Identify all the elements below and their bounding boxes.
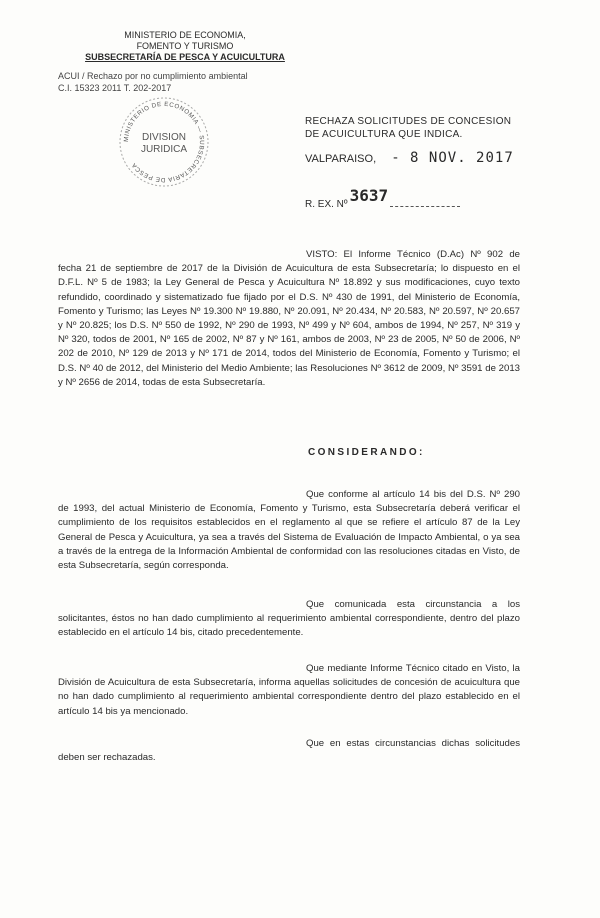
stamp-line-1: DIVISION (142, 132, 186, 143)
letterhead (80, 30, 290, 63)
ministry-line-1: MINISTERIO DE ECONOMIA, (124, 30, 246, 40)
considerando-paragraph-4: Que en estas circunstancias dichas solicitudes deben ser rechazadas. (58, 738, 520, 764)
resolution-number: 3637 (349, 186, 389, 205)
division-juridica-stamp (118, 96, 210, 188)
reference-line-1: ACUI / Rechazo por no cumplimiento ambiental (58, 71, 248, 81)
considerando-paragraph-3: Que mediante Informe Técnico citado en Visto, la División de Acuicultura de esta Subsecretaría, informa aquellas solicitudes de concesión de acuicultura que no han dado cumplimiento al requerimiento ambiental correspondiente dentro del plazo establecido en el artículo 14 bis ya mencionado. (58, 663, 520, 717)
stamp-ring-text: MINISTERIO DE ECONOMIA — SUBSECRETARIA DE PESCA (122, 100, 206, 184)
considerando-heading: CONSIDERANDO: (308, 447, 425, 458)
considerando-paragraph-2: Que comunicada esta circunstancia a los solicitantes, éstos no han dado cumplimiento al requerimiento ambiental correspondiente, dentro del plazo establecido en el artículo 14 bis, citado precedentemente. (58, 599, 520, 639)
reference-line-2: C.I. 15323 2011 T. 202-2017 (58, 83, 172, 93)
reference-block (58, 70, 248, 94)
place: VALPARAISO, (305, 153, 377, 165)
ministry-line-2: FOMENTO Y TURISMO (136, 41, 234, 51)
resolution-underline (390, 206, 460, 207)
date-stamp: - 8 NOV. 2017 (391, 150, 514, 166)
subject-title: RECHAZA SOLICITUDES DE CONCESION DE ACUICULTURA QUE INDICA. (305, 116, 512, 140)
stamp-line-2: JURIDICA (140, 144, 188, 155)
place-date-line (305, 150, 514, 166)
considerando-paragraph-1: Que conforme al artículo 14 bis del D.S. Nº 290 de 1993, del actual Ministerio de Economía, Fomento y Turismo, esta Subsecretaría deberá verificar el cumplimiento de los requisitos establecidos en el reglamento al que se refiere el artículo 87 de la Ley General de Pesca y Acuicultura, ya sea a través del Sistema de Evaluación de Impacto Ambiental, o ya sea a través de la entrega de la Información Ambiental de conformidad con las resoluciones citadas en Visto, de esta Subsecretaría, según corresponda. (58, 489, 520, 572)
subsecretaria-line: SUBSECRETARÍA DE PESCA Y ACUICULTURA (85, 52, 285, 62)
resolution-label: R. EX. Nº (305, 199, 348, 210)
resolution-number-line (305, 186, 460, 211)
visto-paragraph: VISTO: El Informe Técnico (D.Ac) Nº 902 de fecha 21 de septiembre de 2017 de la División de Acuicultura de esta Subsecretaría; lo dispuesto en el D.F.L. Nº 5 de 1983; la Ley General de Pesca y Acuicultura Nº 18.892 y sus modificaciones, cuyo texto refundido, coordinado y sistematizado fue fijado por el D.S. Nº 430 de 1991, del Ministerio de Economía, Fomento y Turismo; las Leyes Nº 19.300 Nº 19.880, Nº 20.091, Nº 20.434, Nº 20.583, Nº 20.597, Nº 20.657 y Nº 20.825; los D.S. Nº 550 de 1992, Nº 290 de 1993, Nº 499 y Nº 604, ambos de 1994, Nº 257, Nº 319 y Nº 320, todos de 2001, Nº 165 de 2002, Nº 87 y Nº 161, ambos de 2003, Nº 23 de 2005, Nº 50 de 2006, Nº 202 de 2010, Nº 129 de 2013 y Nº 171 de 2014, todos del Ministerio de Economía, Fomento y Turismo; el D.S. Nº 40 de 2012, del Ministerio del Medio Ambiente; las Resoluciones Nº 3612 de 2009, Nº 3591 de 2013 y Nº 2656 de 2014, todas de esta Subsecretaría. (58, 249, 520, 388)
